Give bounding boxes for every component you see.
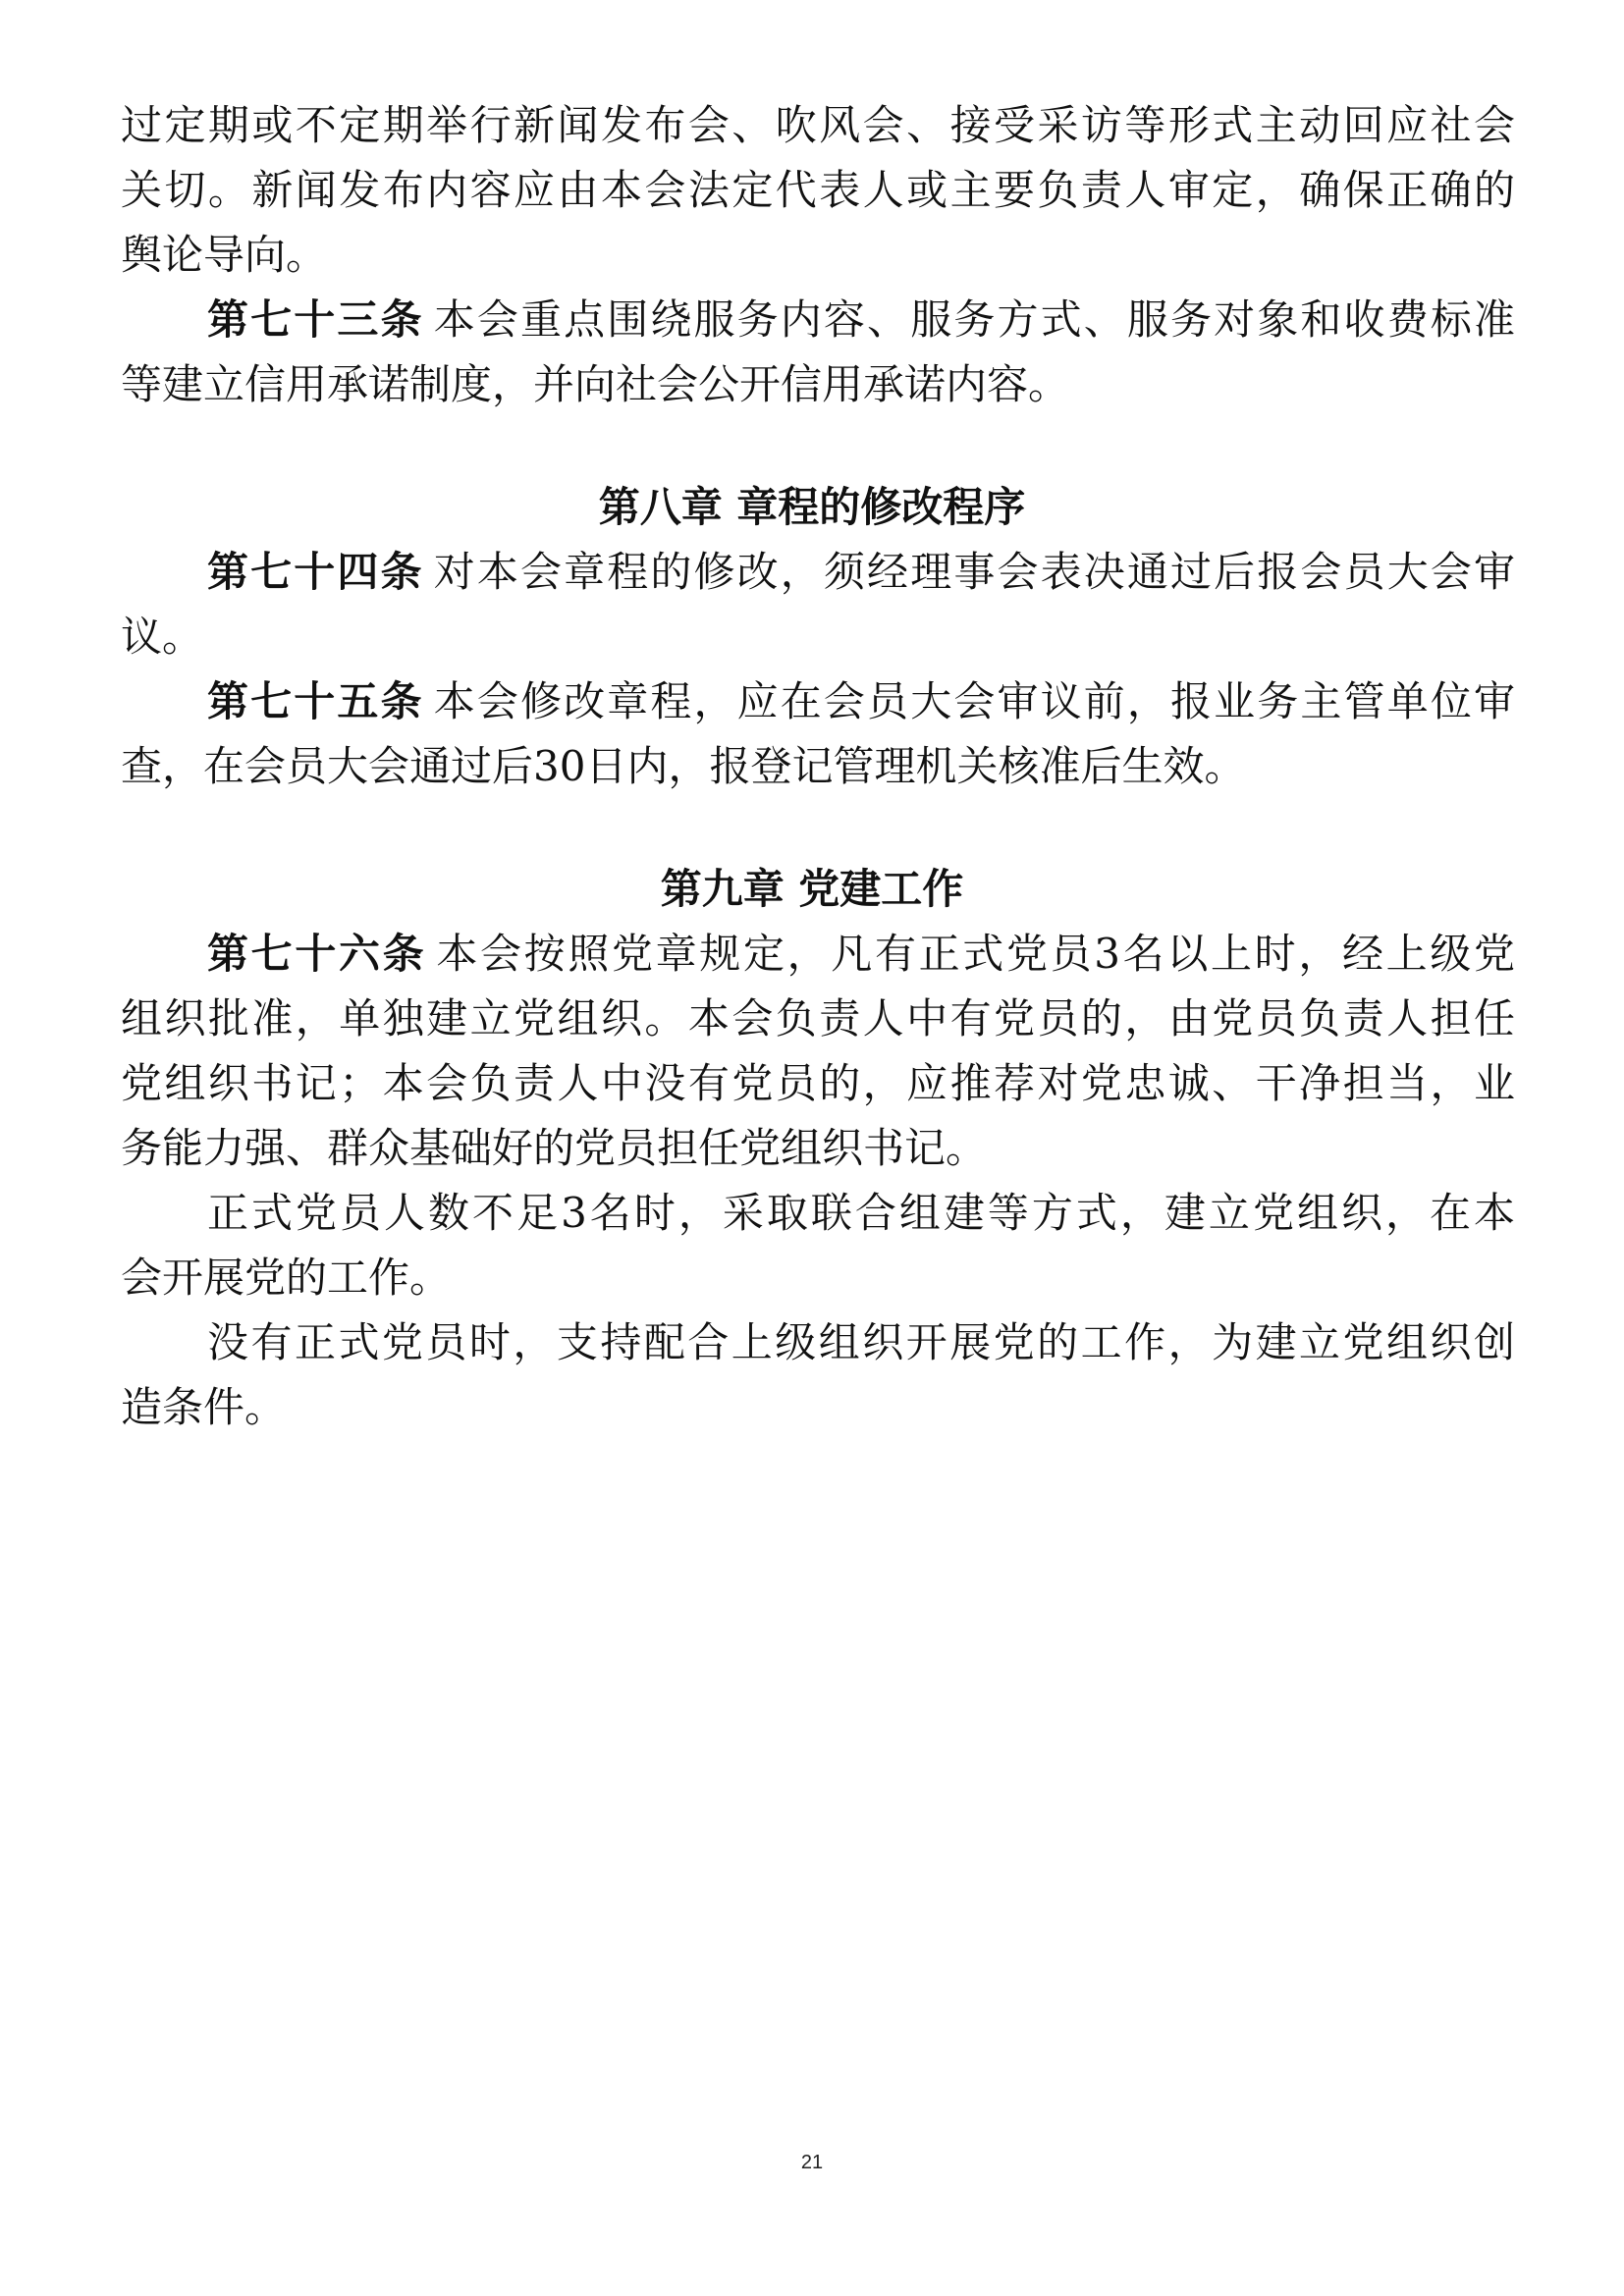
article-number: 第七十四条 <box>207 548 424 596</box>
article-75-line <box>207 672 1515 731</box>
paragraph-line: 组织批准，单独建立党组织。本会负责人中有党员的，由党员负责人担任 <box>121 994 1515 1042</box>
paragraph-line: 等建立信用承诺制度，并向社会公开信用承诺内容。 <box>121 360 1070 408</box>
article-73-line <box>207 291 1515 349</box>
paragraph-line: 没有正式党员时，支持配合上级组织开展党的工作，为建立党组织创 <box>207 1318 1515 1366</box>
paragraph-line: 会开展党的工作。 <box>121 1254 452 1302</box>
paragraph-line: 党组织书记；本会负责人中没有党员的，应推荐对党忠诚、干净担当，业 <box>121 1059 1515 1107</box>
paragraph-line: 过定期或不定期举行新闻发布会、吹风会、接受采访等形式主动回应社会 <box>121 101 1515 149</box>
article-number: 第七十三条 <box>207 295 424 344</box>
paragraph-line: 舆论导向。 <box>121 231 328 279</box>
article-74-line <box>207 543 1515 602</box>
paragraph-line: 议。 <box>121 613 204 661</box>
article-number: 第七十五条 <box>207 677 424 725</box>
article-text: 对本会章程的修改，须经理事会表决通过后报会员大会审 <box>433 548 1515 596</box>
article-text: 本会修改章程，应在会员大会审议前，报业务主管单位审 <box>433 677 1515 725</box>
article-text: 本会按照党章规定，凡有正式党员3名以上时，经上级党 <box>436 930 1515 978</box>
paragraph-line: 造条件。 <box>121 1383 287 1431</box>
chapter-heading: 第九章 党建工作 <box>660 865 964 913</box>
paragraph-line: 正式党员人数不足3名时，采取联合组建等方式，建立党组织，在本 <box>207 1189 1515 1237</box>
paragraph-line: 务能力强、群众基础好的党员担任党组织书记。 <box>121 1124 988 1172</box>
paragraph-line: 关切。新闻发布内容应由本会法定代表人或主要负责人审定，确保正确的 <box>121 166 1515 214</box>
article-number: 第七十六条 <box>207 930 427 978</box>
paragraph-line: 查，在会员大会通过后30日内，报登记管理机关核准后生效。 <box>121 742 1246 790</box>
chapter-heading: 第八章 章程的修改程序 <box>598 483 1026 531</box>
page-number: 21 <box>800 2152 824 2173</box>
article-76-line <box>207 925 1515 984</box>
article-text: 本会重点围绕服务内容、服务方式、服务对象和收费标准 <box>433 295 1515 344</box>
